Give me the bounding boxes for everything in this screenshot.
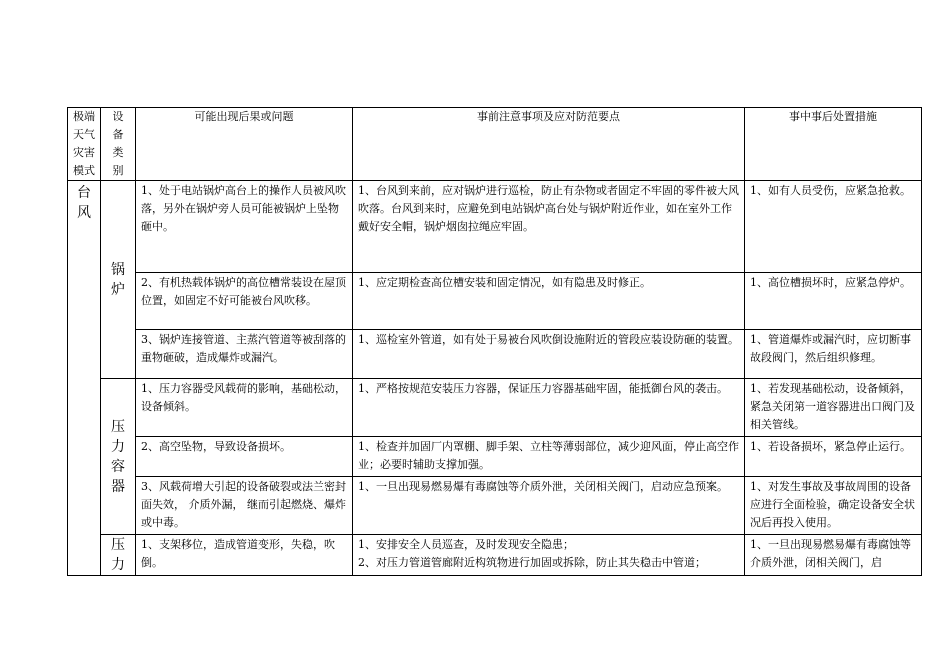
response-text: 1、若设备损坏，紧急停止运行。 bbox=[750, 440, 911, 453]
response-cell bbox=[745, 477, 922, 535]
response-text: 1、对发生事故及事故周围的设备应进行全面检验，确定设备安全状况后再投入使用。 bbox=[750, 480, 915, 529]
consequence-text: 1、压力容器受风载荷的影响，基础松动，设备倾斜。 bbox=[141, 382, 346, 413]
prevention-line: 2、对压力管道管廊附近构筑物进行加固或拆除，防止其失稳击中管道； bbox=[358, 556, 706, 569]
prevention-line: 1、安排安全人员巡查，及时发现安全隐患； bbox=[358, 538, 574, 551]
table-row bbox=[68, 181, 922, 273]
prevention-text bbox=[353, 535, 744, 574]
prevention-text: 1、一旦出现易燃易爆有毒腐蚀等介质外泄，关闭相关阀门，启动应急预案。 bbox=[358, 480, 728, 493]
table-row bbox=[68, 273, 922, 330]
table-row bbox=[68, 379, 922, 437]
table-row bbox=[68, 330, 922, 379]
response-cell bbox=[745, 379, 922, 437]
header-prevention: 事前注意事项及应对防范要点 bbox=[353, 108, 745, 181]
prevention-text: 1、台风到来前，应对锅炉进行巡检，防止有杂物或者固定不牢固的零件被大风吹落。台风到来时，应避免到电站锅炉高台处与锅炉附近作业，如在室外工作戴好安全帽，锅炉烟囱拉绳应牢固。 bbox=[358, 184, 739, 233]
prevention-cell bbox=[353, 330, 745, 379]
response-text: 1、一旦出现易燃易爆有毒腐蚀等介质外泄，闭相关阀门，启 bbox=[750, 538, 911, 569]
consequence-cell bbox=[136, 477, 353, 535]
header-response: 事中事后处置措施 bbox=[745, 108, 922, 181]
prevention-cell bbox=[353, 477, 745, 535]
header-equipment bbox=[101, 108, 136, 181]
category-pipe-label: 压力 bbox=[111, 537, 125, 573]
header-consequence: 可能出现后果或问题 bbox=[136, 108, 353, 181]
prevention-cell bbox=[353, 437, 745, 477]
category-pipe-cell bbox=[101, 535, 136, 576]
consequence-text: 1、支架移位，造成管道变形，失稳，吹倒。 bbox=[141, 538, 335, 569]
table-row bbox=[68, 477, 922, 535]
consequence-cell bbox=[136, 181, 353, 273]
response-cell bbox=[745, 535, 922, 576]
hazard-response-table bbox=[67, 107, 922, 576]
response-cell bbox=[745, 181, 922, 273]
consequence-cell bbox=[136, 273, 353, 330]
consequence-cell bbox=[136, 535, 353, 576]
header-mode-text: 极端天气灾害模式 bbox=[73, 110, 95, 177]
prevention-text: 1、巡检室外管道，如有处于易被台风吹倒设施附近的管段应装设防砸的装置。 bbox=[358, 333, 739, 346]
prevention-cell bbox=[353, 273, 745, 330]
response-cell bbox=[745, 330, 922, 379]
prevention-text: 1、严格按规范安装压力容器，保证压力容器基础牢固，能抵御台风的袭击。 bbox=[358, 382, 728, 395]
table-row bbox=[68, 535, 922, 576]
category-boiler-cell bbox=[101, 181, 136, 379]
response-text: 1、管道爆炸或漏汽时，应切断事故段阀门，然后组织修理。 bbox=[750, 333, 911, 364]
prevention-cell bbox=[353, 181, 745, 273]
prevention-text: 1、应定期检查高位槽安装和固定情况，如有隐患及时修正。 bbox=[358, 276, 651, 289]
prevention-text: 1、检查并加固厂内罩棚、脚手架、立柱等薄弱部位，减少迎风面，停止高空作业；必要时辅助支撑加强。 bbox=[358, 440, 739, 471]
consequence-text: 1、处于电站锅炉高台上的操作人员被风吹落，另外在锅炉旁人员可能被锅炉上坠物砸中。 bbox=[141, 184, 346, 233]
prevention-cell bbox=[353, 379, 745, 437]
response-text: 1、高位槽损坏时，应紧急停炉。 bbox=[750, 276, 911, 289]
hazard-label: 台风 bbox=[77, 185, 91, 221]
prevention-cell bbox=[353, 535, 745, 576]
consequence-cell bbox=[136, 330, 353, 379]
response-text: 1、若发现基础松动，设备倾斜，紧急关闭第一道容器进出口阀门及相关管线。 bbox=[750, 382, 915, 431]
consequence-text: 2、有机热载体锅炉的高位槽常装设在屋顶位置，如固定不好可能被台风吹移。 bbox=[141, 276, 346, 307]
consequence-cell bbox=[136, 437, 353, 477]
header-mode bbox=[68, 108, 101, 181]
consequence-cell bbox=[136, 379, 353, 437]
category-boiler-label: 锅炉 bbox=[111, 261, 125, 298]
response-cell bbox=[745, 273, 922, 330]
category-vessel-label: 压力容器 bbox=[111, 418, 125, 495]
table-header-row bbox=[68, 108, 922, 181]
response-text: 1、如有人员受伤，应紧急抢救。 bbox=[750, 184, 911, 197]
response-cell bbox=[745, 437, 922, 477]
consequence-text: 3、锅炉连接管道、主蒸汽管道等被刮落的重物砸破，造成爆炸或漏汽。 bbox=[141, 333, 346, 364]
category-vessel-cell bbox=[101, 379, 136, 535]
table-row bbox=[68, 437, 922, 477]
header-equipment-text: 设备类别 bbox=[112, 110, 124, 177]
hazard-cell bbox=[68, 181, 101, 576]
consequence-text: 2、高空坠物，导致设备损坏。 bbox=[141, 440, 291, 453]
consequence-text: 3、风载荷增大引起的设备破裂或法兰密封面失效， 介质外漏， 继而引起燃烧、爆炸或中毒。 bbox=[141, 480, 346, 529]
